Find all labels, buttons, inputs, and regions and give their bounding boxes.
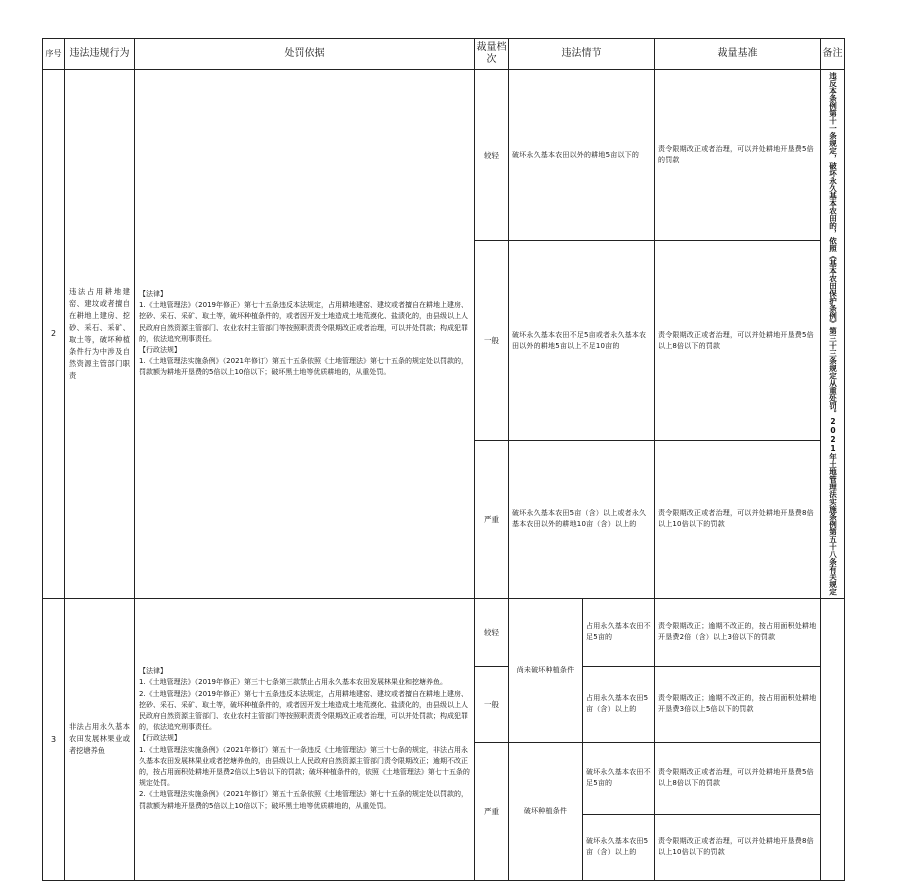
row2-circumstance-medium: 破坏永久基本农田不足5亩或者永久基本农田以外的耕地5亩以上不足10亩的 [509,241,655,441]
row3-circumstance-1: 占用永久基本农田不足5亩的 [583,598,655,666]
row2-circumstance-severe: 破坏永久基本农田5亩（含）以上或者永久基本农田以外的耕地10亩（含）以上的 [509,441,655,598]
basis-line: 【行政法规】 [139,734,181,743]
row3-condition-destroyed: 破坏种植条件 [509,742,583,880]
row2-violation: 违法占用耕地建窑、建坟或者擅自在耕地上建房、挖砂、采石、采矿、取土等，破坏种植条件行为中涉及自然资源主管部门职责 [65,70,135,599]
row2-basis [135,70,475,599]
header-standard: 裁量基准 [655,39,821,70]
basis-line: 1.《土地管理法》（2019年修正）第三十七条第三款禁止占用永久基本农田发展林果业和挖塘养鱼。 [139,678,447,687]
row3-standard-2: 责令限期改正；逾期不改正的，按占用面积处耕地开垦费3倍以上5倍以下的罚款 [655,666,821,742]
header-remark: 备注 [821,39,845,70]
row2-level-medium: 一般 [475,241,509,441]
table [42,38,845,881]
row3-condition-not-destroyed: 尚未破坏种植条件 [509,598,583,742]
basis-line: 【法律】 [139,667,167,676]
basis-line: 2.《土地管理法》（2019年修正）第七十五条违反本法规定，占用耕地建窑、建坟或者擅自在耕地上建房、挖砂、采石、采矿、取土等，破坏种植条件的，或者因开发土地造成土地荒漠化、盐渍化的，由县级以上人民政府自然资源主管部门、农业农村主管部门等按照职责责令限期改正或者治理，可以并处罚款；构成犯罪的，依法追究刑事责任。 [139,689,468,732]
row3-standard-1: 责令限期改正；逾期不改正的，按占用面积处耕地开垦费2倍（含）以上3倍以下的罚款 [655,598,821,666]
row2-standard-light: 责令限期改正或者治理，可以并处耕地开垦费5倍的罚款 [655,70,821,241]
row2-circumstance-light: 破坏永久基本农田以外的耕地5亩以下的 [509,70,655,241]
row3-level-light: 较轻 [475,598,509,666]
basis-line: 1.《土地管理法》（2019年修正）第七十五条违反本法规定，占用耕地建窑、建坟或者擅自在耕地上建房、挖砂、采石、采矿、取土等，破坏种植条件的，或者因开发土地造成土地荒漠化、盐渍化的，由县级以上人民政府自然资源主管部门、农业农村主管部门等按照职责责令限期改正或者治理，可以并处罚款；构成犯罪的，依法追究刑事责任。 [139,301,468,343]
row3-circumstance-2: 占用永久基本农田5亩（含）以上的 [583,666,655,742]
row3-level-medium: 一般 [475,666,509,742]
header-level: 裁量档次 [475,39,509,70]
basis-line: 【法律】 [139,289,167,298]
row3-remark [821,598,845,880]
row2-level-severe: 严重 [475,441,509,598]
row3-seq: 3 [43,598,65,880]
row3-basis [135,598,475,880]
row2-standard-severe: 责令限期改正或者治理，可以并处耕地开垦费8倍以上10倍以下的罚款 [655,441,821,598]
row2-remark: 违反本条例第十一条规定，破坏永久基本农田的，依照《基本农田保护条例》第三十三条规定从重处罚。2021年土地管理法实施条例第五十八条有关规定 [821,70,845,599]
row3-circumstance-3: 破坏永久基本农田不足5亩的 [583,742,655,814]
header-row [43,39,845,70]
basis-line: 2.《土地管理法实施条例》（2021年修订）第五十五条依照《土地管理法》第七十五条的规定处以罚款的，罚款额为耕地开垦费的5倍以上10倍以下；破坏黑土地等优质耕地的，从重处罚。 [139,790,468,810]
row3-level-severe: 严重 [475,742,509,880]
row3-standard-4: 责令限期改正或者治理，可以并处耕地开垦费8倍以上10倍以下的罚款 [655,814,821,880]
row3-standard-3: 责令限期改正或者治理，可以并处耕地开垦费5倍以上8倍以下的罚款 [655,742,821,814]
basis-line: 1.《土地管理法实施条例》（2021年修订）第五十五条依照《土地管理法》第七十五条的规定处以罚款的，罚款额为耕地开垦费的5倍以上10倍以下；破坏黑土地等优质耕地的，从重处罚。 [139,357,468,377]
row2-standard-medium: 责令限期改正或者治理，可以并处耕地开垦费5倍以上8倍以下的罚款 [655,241,821,441]
header-basis: 处罚依据 [135,39,475,70]
header-circumstance: 违法情节 [509,39,655,70]
table-row [43,70,845,241]
header-violation: 违法违规行为 [65,39,135,70]
basis-line: 【行政法规】 [139,345,181,354]
table-row [43,598,845,666]
row2-level-light: 较轻 [475,70,509,241]
row3-circumstance-4: 破坏永久基本农田5亩（含）以上的 [583,814,655,880]
penalty-discretion-table [42,38,844,856]
header-seq: 序号 [43,39,65,70]
basis-line: 1.《土地管理法实施条例》（2021年修订）第五十一条违反《土地管理法》第三十七条的规定，非法占用永久基本农田发展林果业或者挖塘养鱼的，由县级以上人民政府自然资源主管部门责令限期改正；逾期不改正的，按占用面积处耕地开垦费2倍以上5倍以下的罚款；破坏种植条件的，依照《土地管理法》第七十五条的规定处罚。 [139,745,470,788]
row2-seq: 2 [43,70,65,599]
row3-violation: 非法占用永久基本农田发展林果业或者挖塘养鱼 [65,598,135,880]
